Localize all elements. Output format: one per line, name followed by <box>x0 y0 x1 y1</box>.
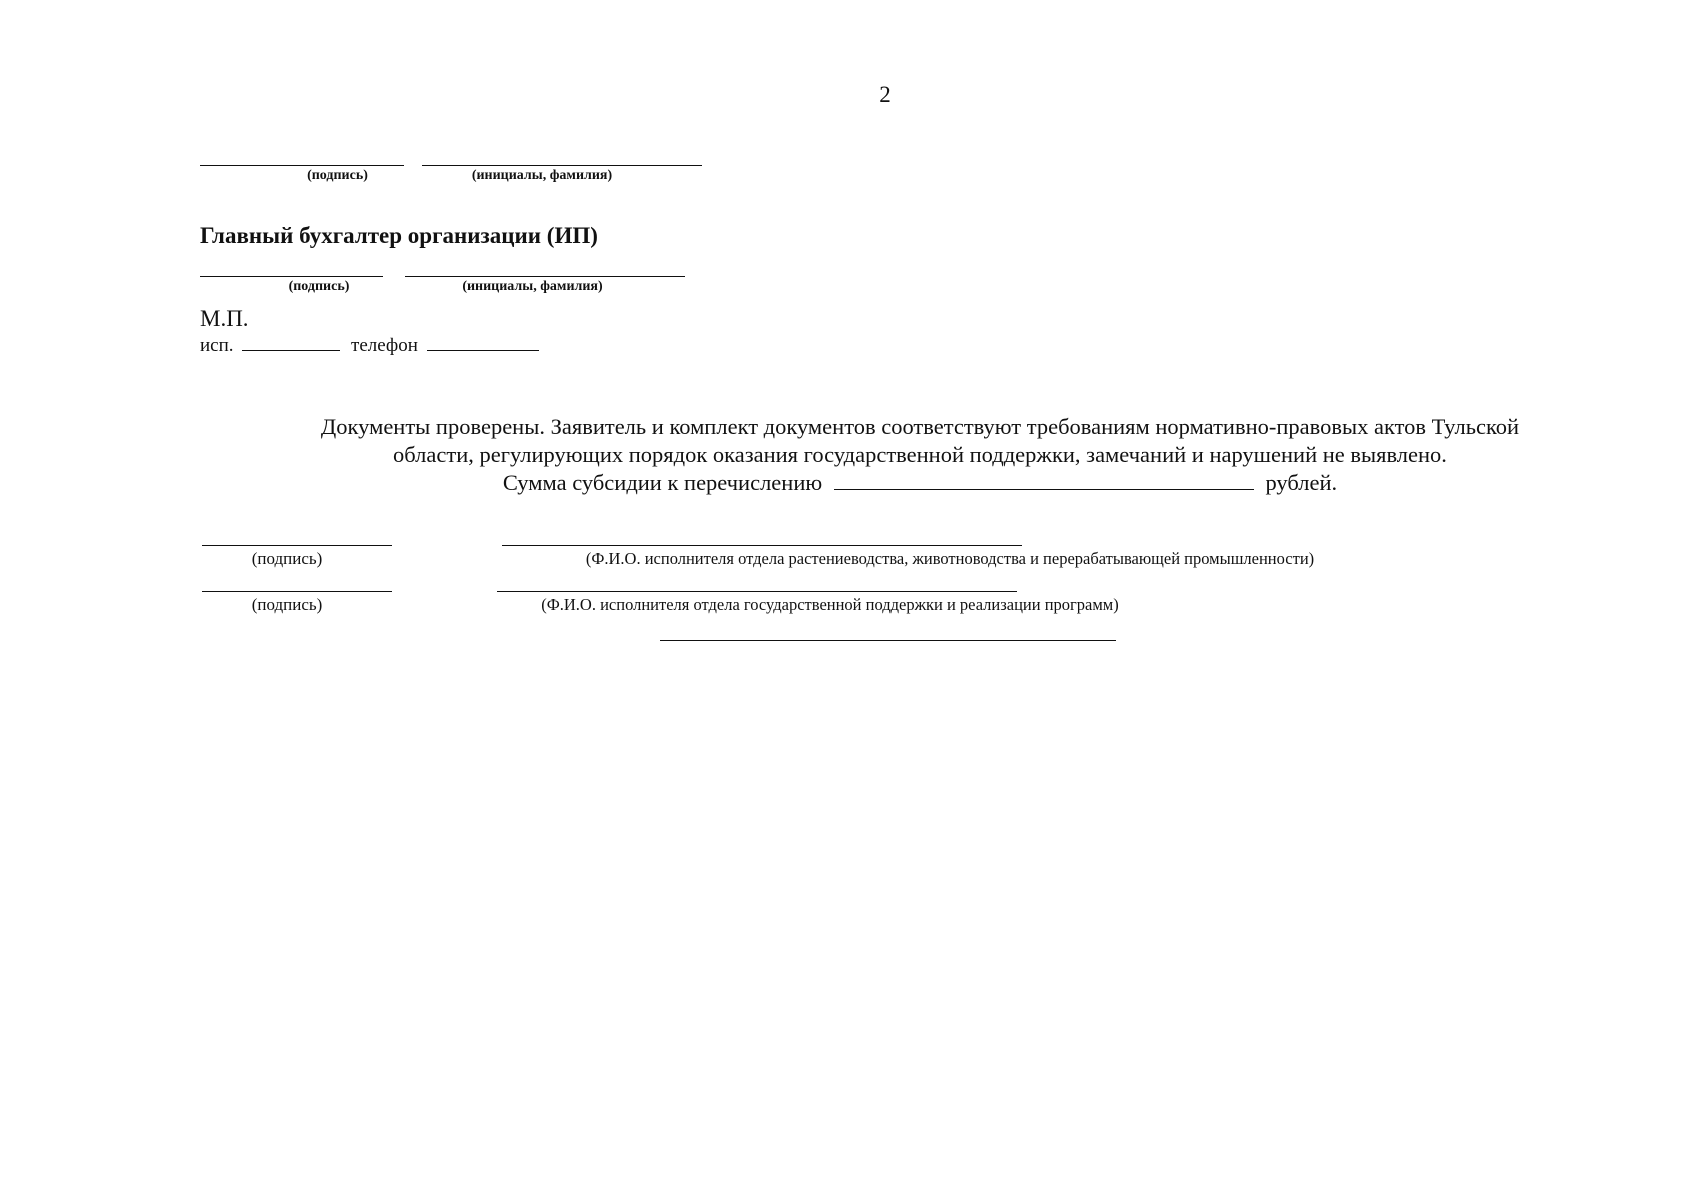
phone-blank <box>427 334 539 351</box>
phone-label: телефон <box>351 335 418 356</box>
executor-1-signature-caption: (подпись) <box>251 549 323 568</box>
executor-1-signature-line <box>202 545 392 546</box>
verification-line-1: Документы проверены. Заявитель и комплект документов соответствуют требованиям нормативно-правовых актов Тульской <box>320 414 1520 439</box>
chief-accountant-heading: Главный бухгалтер организации (ИП) <box>200 223 598 248</box>
name-caption: (инициалы, фамилия) <box>471 168 613 183</box>
chief-accountant-name-line <box>405 276 685 277</box>
executor-label: исп. <box>200 335 234 356</box>
subsidy-sum-label: Сумма субсидии к перечислению <box>502 470 823 495</box>
subsidy-sum-blank <box>834 473 1254 490</box>
executor-2-signature-caption: (подпись) <box>251 595 323 614</box>
verification-line-2: области, регулирующих порядок оказания государственной поддержки, замечаний и нарушений не выявлено. <box>393 442 1447 467</box>
executor-2-signature-line <box>202 591 392 592</box>
executor-1-name-line <box>502 545 1022 546</box>
subsidy-sum-row <box>180 470 1660 496</box>
signature-line <box>200 165 404 166</box>
executor-2-name-line <box>497 591 1017 592</box>
chief-accountant-name-caption: (инициалы, фамилия) <box>462 279 603 294</box>
name-line <box>422 165 702 166</box>
contact-row <box>200 334 539 357</box>
subsidy-sum-unit: рублей. <box>1265 470 1338 495</box>
executor-1-name-caption: (Ф.И.О. исполнителя отдела растениеводства, животноводства и перерабатывающей промышленности) <box>585 549 1315 568</box>
stamp-label: М.П. <box>200 306 249 331</box>
signature-caption: (подпись) <box>307 168 368 183</box>
chief-accountant-signature-line <box>200 276 383 277</box>
executor-2-name-caption: (Ф.И.О. исполнителя отдела государственной поддержки и реализации программ) <box>541 595 1119 614</box>
executor-blank <box>242 334 340 351</box>
closing-line <box>660 640 1116 641</box>
page-number: 2 <box>879 82 891 107</box>
chief-accountant-signature-caption: (подпись) <box>288 279 350 294</box>
